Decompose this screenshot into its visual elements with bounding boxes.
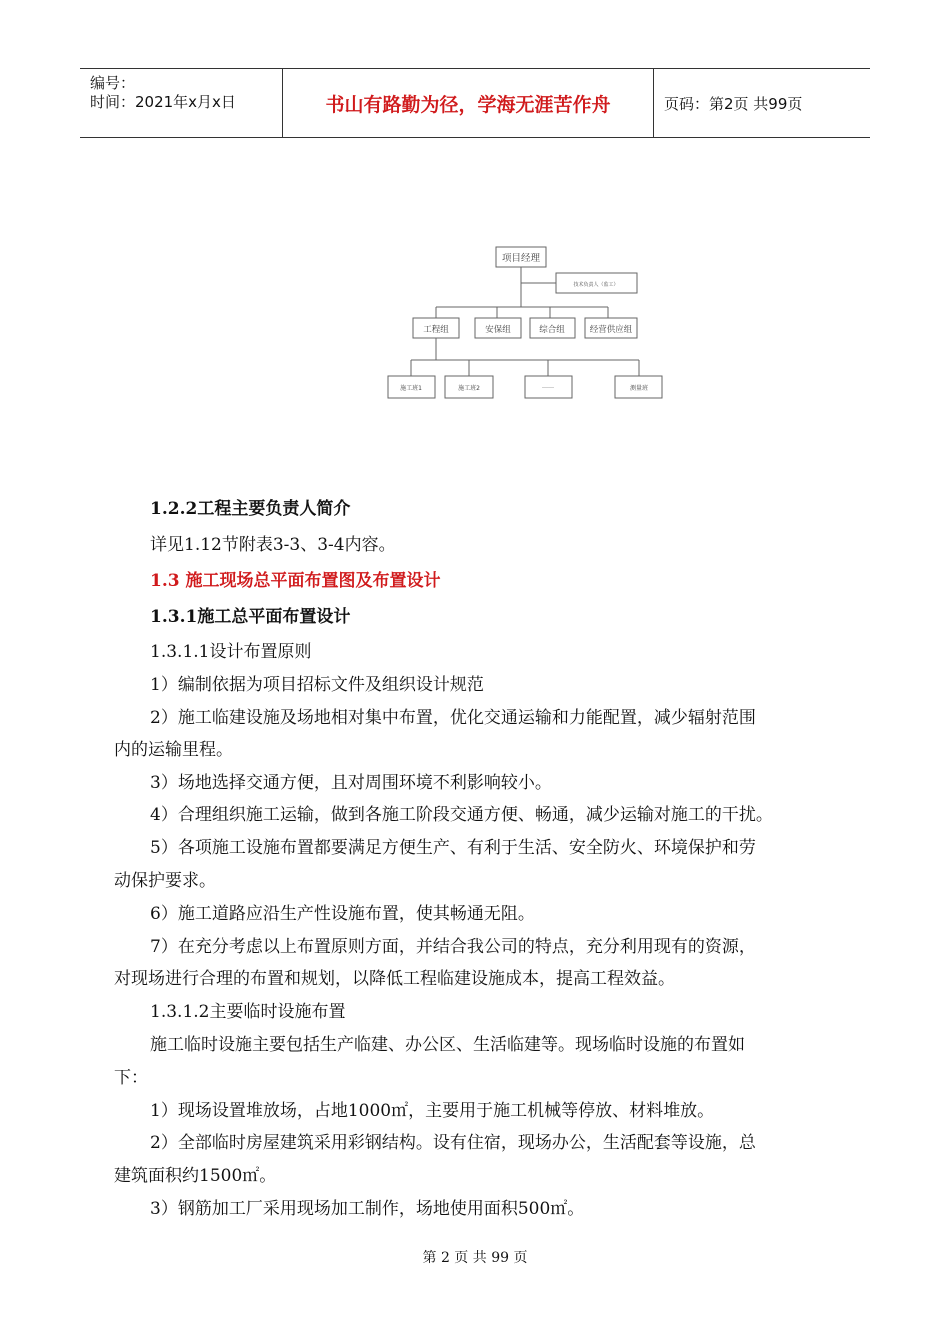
org-tech-label: 技术负责人（监工） [573, 282, 619, 288]
temp-item-3: 3）钢筋加工厂采用现场加工制作，场地使用面积500㎡。 [150, 1199, 585, 1219]
org-team-label-2: 施工班2 [458, 385, 480, 392]
list-item-1: 1）编制依据为项目招标文件及组织设计规范 [150, 675, 484, 695]
page-header [80, 68, 870, 138]
org-group-label-3: 综合组 [539, 325, 565, 335]
org-group-label-2: 安保组 [485, 325, 511, 335]
list-item-2-b: 内的运输里程。 [114, 740, 233, 760]
header-meta [80, 69, 283, 137]
header-motto: 书山有路勤为径，学海无涯苦作舟 [283, 69, 654, 137]
heading-1-3-1-1: 1.3.1.1设计布置原则 [150, 642, 312, 662]
list-item-5-b: 动保护要求。 [114, 871, 216, 891]
heading-1-2-2: 1.2.2工程主要负责人简介 [150, 499, 351, 519]
list-item-5-a: 5）各项施工设施布置都要满足方便生产、有利于生活、安全防火、环境保护和劳 [150, 838, 756, 858]
org-team-label-3: …… [542, 383, 554, 390]
list-item-7-b: 对现场进行合理的布置和规划，以降低工程临建设施成本，提高工程效益。 [114, 969, 675, 989]
list-item-6: 6）施工道路应沿生产性设施布置，使其畅通无阻。 [150, 904, 535, 924]
paragraph-temp-b: 下： [114, 1068, 148, 1088]
heading-1-3-1: 1.3.1施工总平面布置设计 [150, 607, 351, 627]
paragraph-detail: 详见1.12节附表3-3、3-4内容。 [150, 535, 396, 555]
list-item-7-a: 7）在充分考虑以上布置原则方面，并结合我公司的特点，充分利用现有的资源， [150, 937, 756, 957]
org-team-label-1: 施工班1 [400, 385, 422, 392]
number-label: 编号： [90, 74, 136, 92]
header-page-info: 页码：第2页 共99页 [664, 94, 803, 113]
heading-1-3-1-2: 1.3.1.2主要临时设施布置 [150, 1002, 346, 1022]
list-item-2-a: 2）施工临建设施及场地相对集中布置，优化交通运输和力能配置，减少辐射范围 [150, 708, 756, 728]
heading-1-3: 1.3 施工现场总平面布置图及布置设计 [150, 571, 441, 591]
list-item-4: 4）合理组织施工运输，做到各施工阶段交通方便、畅通，减少运输对施工的干扰。 [150, 805, 773, 825]
time-label: 时间：2021年x月x日 [90, 93, 236, 111]
temp-item-2-b: 建筑面积约1500㎡。 [114, 1166, 277, 1186]
list-item-3: 3）场地选择交通方便，且对周围环境不利影响较小。 [150, 773, 552, 793]
org-group-label-1: 工程组 [423, 325, 449, 335]
org-chart [380, 240, 680, 410]
org-team-label-4: 测量班 [629, 385, 649, 392]
temp-item-2-a: 2）全部临时房屋建筑采用彩钢结构。设有住宿，现场办公，生活配套等设施，总 [150, 1133, 756, 1153]
temp-item-1: 1）现场设置堆放场，占地1000㎡，主要用于施工机械等停放、材料堆放。 [150, 1101, 715, 1121]
paragraph-temp-a: 施工临时设施主要包括生产临建、办公区、生活临建等。现场临时设施的布置如 [150, 1035, 745, 1055]
org-group-label-4: 经营供应组 [589, 325, 633, 335]
org-root-label: 项目经理 [501, 253, 541, 264]
page-footer: 第 2 页 共 99 页 [422, 1250, 528, 1266]
